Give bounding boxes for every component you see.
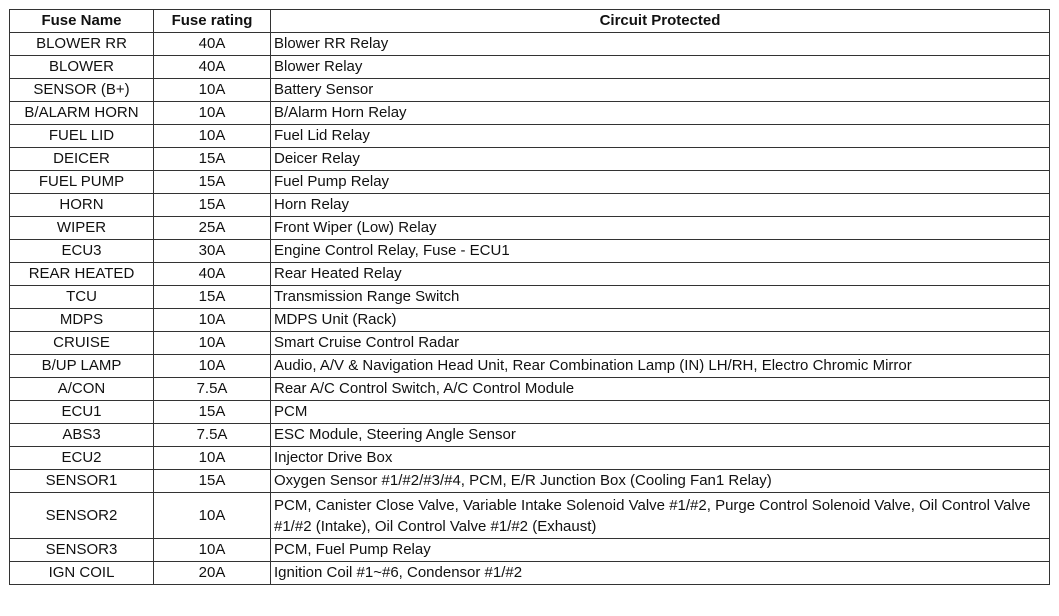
fuse-rating-cell: 15A <box>154 194 271 217</box>
fuse-name-cell: CRUISE <box>10 332 154 355</box>
fuse-name-cell: FUEL LID <box>10 125 154 148</box>
table-row <box>10 447 1050 470</box>
circuit-protected-cell: Front Wiper (Low) Relay <box>271 217 1050 240</box>
fuse-name-cell: ECU1 <box>10 401 154 424</box>
table-row <box>10 171 1050 194</box>
table-row <box>10 102 1050 125</box>
fuse-rating-cell: 7.5A <box>154 424 271 447</box>
fuse-name-cell: DEICER <box>10 148 154 171</box>
table-row <box>10 240 1050 263</box>
table-row <box>10 125 1050 148</box>
fuse-name-cell: B/UP LAMP <box>10 355 154 378</box>
fuse-name-cell: SENSOR1 <box>10 470 154 493</box>
fuse-rating-cell: 20A <box>154 562 271 585</box>
table-row <box>10 401 1050 424</box>
table-row <box>10 539 1050 562</box>
fuse-rating-cell: 10A <box>154 355 271 378</box>
circuit-protected-cell: Oxygen Sensor #1/#2/#3/#4, PCM, E/R Junction Box (Cooling Fan1 Relay) <box>271 470 1050 493</box>
fuse-rating-cell: 40A <box>154 33 271 56</box>
table-row <box>10 263 1050 286</box>
fuse-rating-cell: 40A <box>154 263 271 286</box>
circuit-protected-cell: Blower Relay <box>271 56 1050 79</box>
fuse-table-container <box>9 9 1049 585</box>
fuse-name-cell: ABS3 <box>10 424 154 447</box>
fuse-name-cell: B/ALARM HORN <box>10 102 154 125</box>
fuse-rating-cell: 25A <box>154 217 271 240</box>
circuit-protected-cell: Ignition Coil #1~#6, Condensor #1/#2 <box>271 562 1050 585</box>
circuit-protected-cell: Transmission Range Switch <box>271 286 1050 309</box>
fuse-name-cell: REAR HEATED <box>10 263 154 286</box>
fuse-name-cell: TCU <box>10 286 154 309</box>
fuse-rating-cell: 10A <box>154 539 271 562</box>
table-row <box>10 56 1050 79</box>
circuit-protected-cell: Fuel Pump Relay <box>271 171 1050 194</box>
header-circuit-protected: Circuit Protected <box>271 10 1050 33</box>
fuse-rating-cell: 10A <box>154 309 271 332</box>
circuit-protected-cell: PCM, Fuel Pump Relay <box>271 539 1050 562</box>
fuse-name-cell: HORN <box>10 194 154 217</box>
fuse-rating-cell: 30A <box>154 240 271 263</box>
circuit-protected-cell: Injector Drive Box <box>271 447 1050 470</box>
table-row <box>10 332 1050 355</box>
fuse-rating-cell: 10A <box>154 447 271 470</box>
circuit-protected-cell: Horn Relay <box>271 194 1050 217</box>
fuse-rating-cell: 7.5A <box>154 378 271 401</box>
fuse-rating-cell: 15A <box>154 286 271 309</box>
circuit-protected-cell: Engine Control Relay, Fuse - ECU1 <box>271 240 1050 263</box>
fuse-name-cell: ECU2 <box>10 447 154 470</box>
table-row <box>10 470 1050 493</box>
circuit-protected-cell: Smart Cruise Control Radar <box>271 332 1050 355</box>
table-row <box>10 562 1050 585</box>
fuse-rating-cell: 15A <box>154 148 271 171</box>
fuse-name-cell: FUEL PUMP <box>10 171 154 194</box>
fuse-name-cell: SENSOR3 <box>10 539 154 562</box>
circuit-protected-cell: PCM <box>271 401 1050 424</box>
circuit-protected-cell: Deicer Relay <box>271 148 1050 171</box>
fuse-name-cell: A/CON <box>10 378 154 401</box>
table-row <box>10 355 1050 378</box>
circuit-protected-cell: Fuel Lid Relay <box>271 125 1050 148</box>
circuit-protected-cell: ESC Module, Steering Angle Sensor <box>271 424 1050 447</box>
fuse-name-cell: SENSOR2 <box>10 493 154 539</box>
fuse-rating-cell: 15A <box>154 401 271 424</box>
table-row <box>10 378 1050 401</box>
circuit-protected-cell: PCM, Canister Close Valve, Variable Intake Solenoid Valve #1/#2, Purge Control Solenoid Valve, Oil Control Valve #1/#2 (Intake), Oil Control Valve #1/#2 (Exhaust) <box>271 493 1050 539</box>
table-row <box>10 194 1050 217</box>
fuse-name-cell: BLOWER RR <box>10 33 154 56</box>
circuit-protected-cell: Blower RR Relay <box>271 33 1050 56</box>
header-fuse-rating: Fuse rating <box>154 10 271 33</box>
fuse-name-cell: MDPS <box>10 309 154 332</box>
header-fuse-name: Fuse Name <box>10 10 154 33</box>
fuse-table <box>9 9 1050 585</box>
table-header-row <box>10 10 1050 33</box>
fuse-rating-cell: 10A <box>154 332 271 355</box>
fuse-name-cell: BLOWER <box>10 56 154 79</box>
fuse-rating-cell: 15A <box>154 171 271 194</box>
circuit-protected-cell: Rear A/C Control Switch, A/C Control Module <box>271 378 1050 401</box>
fuse-rating-cell: 10A <box>154 102 271 125</box>
fuse-name-cell: SENSOR (B+) <box>10 79 154 102</box>
table-row <box>10 493 1050 539</box>
table-row <box>10 217 1050 240</box>
fuse-name-cell: ECU3 <box>10 240 154 263</box>
circuit-protected-cell: Rear Heated Relay <box>271 263 1050 286</box>
circuit-protected-cell: B/Alarm Horn Relay <box>271 102 1050 125</box>
table-row <box>10 424 1050 447</box>
circuit-protected-cell: Battery Sensor <box>271 79 1050 102</box>
circuit-protected-cell: MDPS Unit (Rack) <box>271 309 1050 332</box>
table-row <box>10 309 1050 332</box>
fuse-rating-cell: 10A <box>154 79 271 102</box>
table-row <box>10 79 1050 102</box>
table-row <box>10 33 1050 56</box>
fuse-name-cell: IGN COIL <box>10 562 154 585</box>
fuse-rating-cell: 15A <box>154 470 271 493</box>
circuit-protected-cell: Audio, A/V & Navigation Head Unit, Rear Combination Lamp (IN) LH/RH, Electro Chromic Mirror <box>271 355 1050 378</box>
table-row <box>10 148 1050 171</box>
table-row <box>10 286 1050 309</box>
fuse-rating-cell: 10A <box>154 125 271 148</box>
fuse-name-cell: WIPER <box>10 217 154 240</box>
fuse-rating-cell: 40A <box>154 56 271 79</box>
fuse-rating-cell: 10A <box>154 493 271 539</box>
